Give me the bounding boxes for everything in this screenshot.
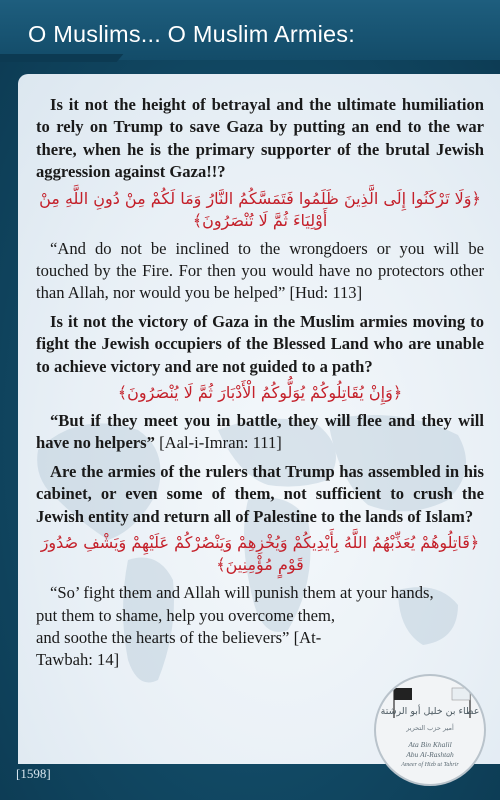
logo-arabic-name: عطاء بن خليل أبو الرشتة <box>380 706 480 717</box>
translation-3-line-1: “So’ fight them and Allah will punish them at your hands, <box>50 583 434 603</box>
paragraph-1: Is it not the height of betrayal and the ultimate humiliation to rely on Trump to save Gaza by putting an end to the war there, when he is the primary supporter of the brutal Jewish aggression against Gaza!!? <box>36 95 484 182</box>
logo-arabic-title: أمير حزب التحرير <box>406 724 454 732</box>
translation-3 <box>36 582 484 672</box>
page-number: [1598] <box>16 766 51 781</box>
translation-1-ref: [Hud: 113] <box>289 283 363 303</box>
logo-name-line-2: Abu Al-Rashtah <box>406 750 454 759</box>
page-title: O Muslims... O Muslim Armies: <box>28 21 355 47</box>
translation-3-ref-b: Tawbah: 14] <box>36 650 120 670</box>
translation-2 <box>36 410 484 455</box>
translation-3-ref-a: [At- <box>293 627 322 647</box>
translation-2-quote: “But if they meet you in battle, they will flee and they will have no helpers” <box>36 411 484 453</box>
paragraph-2: Is it not the victory of Gaza in the Muslim armies moving to fight the Jewish occupiers of the Blessed Land who are unable to achieve victory and are not guided to a path? <box>36 311 484 376</box>
translation-1-quote: “And do not be inclined to the wrongdoers or you will be touched by the Fire. For then you would have no protectors other than Allah, nor would you be helped” <box>36 238 484 303</box>
logo-title-line: Ameer of Hizb ut Tahrir <box>401 762 459 768</box>
ameer-seal-logo <box>374 674 486 786</box>
translation-3-line-2: put them to shame, help you overcome them, <box>36 605 336 625</box>
header-banner <box>0 0 500 60</box>
logo-name-line-1: Ata Bin Khalil <box>408 740 452 749</box>
arabic-verse-3: ﴿قَاتِلُوهُمْ يُعَذِّبْهُمُ اللَّهُ بِأَيْدِيكُمْ وَيُخْزِهِمْ وَيَنْصُرْكُمْ عَلَيْهِمْ وَيَشْفِ صُدُورَ قَوْمٍ مُؤْمِنِينَ﴾ <box>40 533 480 575</box>
translation-2-ref: [Aal-i-Imran: 111] <box>159 433 282 453</box>
translation-3-line-3: and soothe the hearts of the believers” <box>36 627 290 647</box>
paragraph-3: Are the armies of the rulers that Trump has assembled in his cabinet, or even some of them, not sufficient to crush the Jewish entity and return all of Palestine to the lands of Islam? <box>36 461 484 526</box>
arabic-verse-1: ﴿وَلَا تَرْكَنُوا إِلَى الَّذِينَ ظَلَمُوا فَتَمَسَّكُمُ النَّارُ وَمَا لَكُمْ مِنْ دُونِ اللَّهِ مِنْ أَوْلِيَاءَ ثُمَّ لَا تُنْصَرُونَ﴾ <box>39 188 481 230</box>
translation-1 <box>36 238 484 305</box>
content-area <box>36 94 484 672</box>
arabic-verse-2: ﴿وَإِنْ يُقَاتِلُوكُمْ يُوَلُّوكُمُ الْأَدْبَارَ ثُمَّ لَا يُنْصَرُونَ﴾ <box>117 383 403 403</box>
header-accent-bar <box>0 54 123 62</box>
